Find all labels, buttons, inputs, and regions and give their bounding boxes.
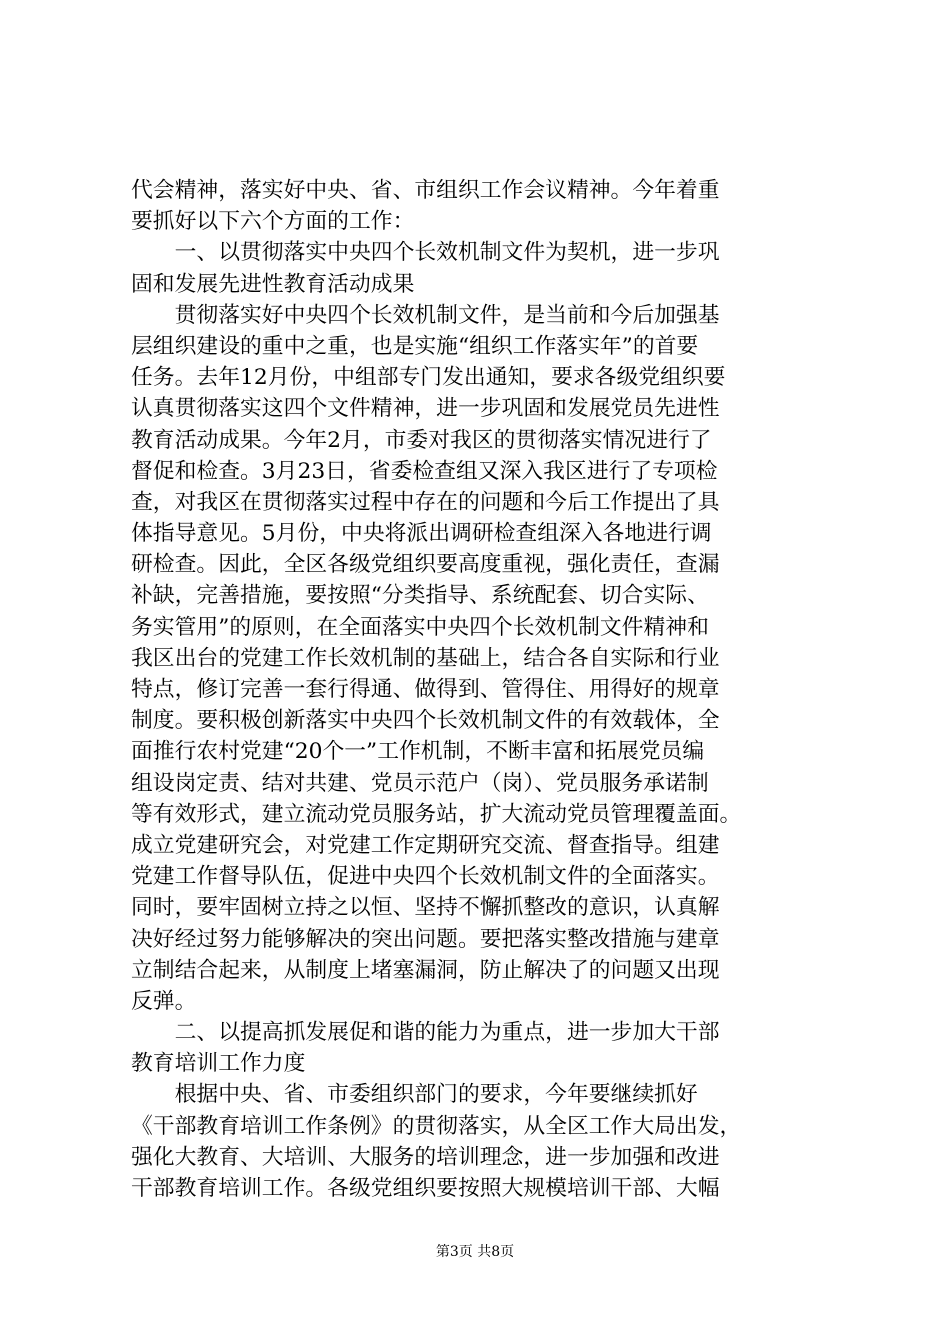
text-line: 干部教育培训工作。各级党组织要按照大规模培训干部、大幅 — [131, 1176, 720, 1201]
text-line: 层组织建设的重中之重，也是实施“组织工作落实年”的首要 — [131, 333, 699, 359]
text-line: 研检查。因此，全区各级党组织要高度重视，强化责任，查漏 — [131, 552, 720, 578]
section-heading-line: 二、以提高抓发展促和谐的能力为重点，进一步加大干部 — [131, 1020, 720, 1046]
text-line: 特点，修订完善一套行得通、做得到、管得住、用得好的规章 — [131, 677, 720, 702]
text-line: 认真贯彻落实这四个文件精神，进一步巩固和发展党员先进性 — [131, 396, 720, 422]
text-line: 要抓好以下六个方面的工作： — [131, 209, 415, 235]
text-line: 面推行农村党建“20个一”工作机制，不断丰富和拓展党员编 — [131, 739, 705, 765]
text-line: 同时，要牢固树立持之以恒、坚持不懈抓整改的意识，认真解 — [131, 895, 720, 921]
text-line: 立制结合起来，从制度上堵塞漏洞，防止解决了的问题又出现 — [131, 957, 720, 983]
text-line: 强化大教育、大培训、大服务的培训理念，进一步加强和改进 — [131, 1144, 720, 1170]
text-line: 任务。去年12月份，中组部专门发出通知，要求各级党组织要 — [131, 365, 726, 391]
section-heading-line: 一、以贯彻落实中央四个长效机制文件为契机，进一步巩 — [131, 240, 720, 266]
text-line: 补缺，完善措施，要按照“分类指导、系统配套、切合实际、 — [131, 583, 709, 609]
text-line: 组设岗定责、结对共建、党员示范户（岗）、党员服务承诺制 — [131, 770, 709, 796]
text-line: 教育活动成果。今年2月，市委对我区的贯彻落实情况进行了 — [131, 427, 712, 453]
text-line: 查，对我区在贯彻落实过程中存在的问题和今后工作提出了具 — [131, 489, 720, 515]
text-line: 成立党建研究会，对党建工作定期研究交流、督查指导。组建 — [131, 832, 720, 858]
section-heading-line: 教育培训工作力度 — [131, 1051, 306, 1077]
text-line: 制度。要积极创新落实中央四个长效机制文件的有效载体，全 — [131, 708, 720, 734]
text-line: 反弹。 — [131, 988, 197, 1014]
text-line: 代会精神，落实好中央、省、市组织工作会议精神。今年着重 — [131, 178, 720, 203]
text-line: 党建工作督导队伍，促进中央四个长效机制文件的全面落实。 — [131, 864, 720, 890]
text-line: 督促和检查。3月23日，省委检查组又深入我区进行了专项检 — [131, 458, 718, 484]
text-line: 《干部教育培训工作条例》的贯彻落实，从全区工作大局出发， — [131, 1113, 742, 1139]
text-line: 我区出台的党建工作长效机制的基础上，结合各自实际和行业 — [131, 645, 720, 671]
document-body — [131, 175, 831, 1204]
text-line: 根据中央、省、市委组织部门的要求，今年要继续抓好 — [131, 1082, 698, 1108]
page-number-footer: 第3页 共8页 — [435, 1244, 515, 1260]
text-line: 务实管用”的原则，在全面落实中央四个长效机制文件精神和 — [131, 614, 709, 640]
section-heading-line: 固和发展先进性教育活动成果 — [131, 271, 415, 297]
text-line: 贯彻落实好中央四个长效机制文件，是当前和今后加强基 — [131, 302, 720, 328]
text-line: 体指导意见。5月份，中央将派出调研检查组深入各地进行调 — [131, 521, 712, 547]
text-line: 决好经过努力能够解决的突出问题。要把落实整改措施与建章 — [131, 926, 720, 952]
text-line: 等有效形式，建立流动党员服务站，扩大流动党员管理覆盖面。 — [131, 801, 742, 827]
